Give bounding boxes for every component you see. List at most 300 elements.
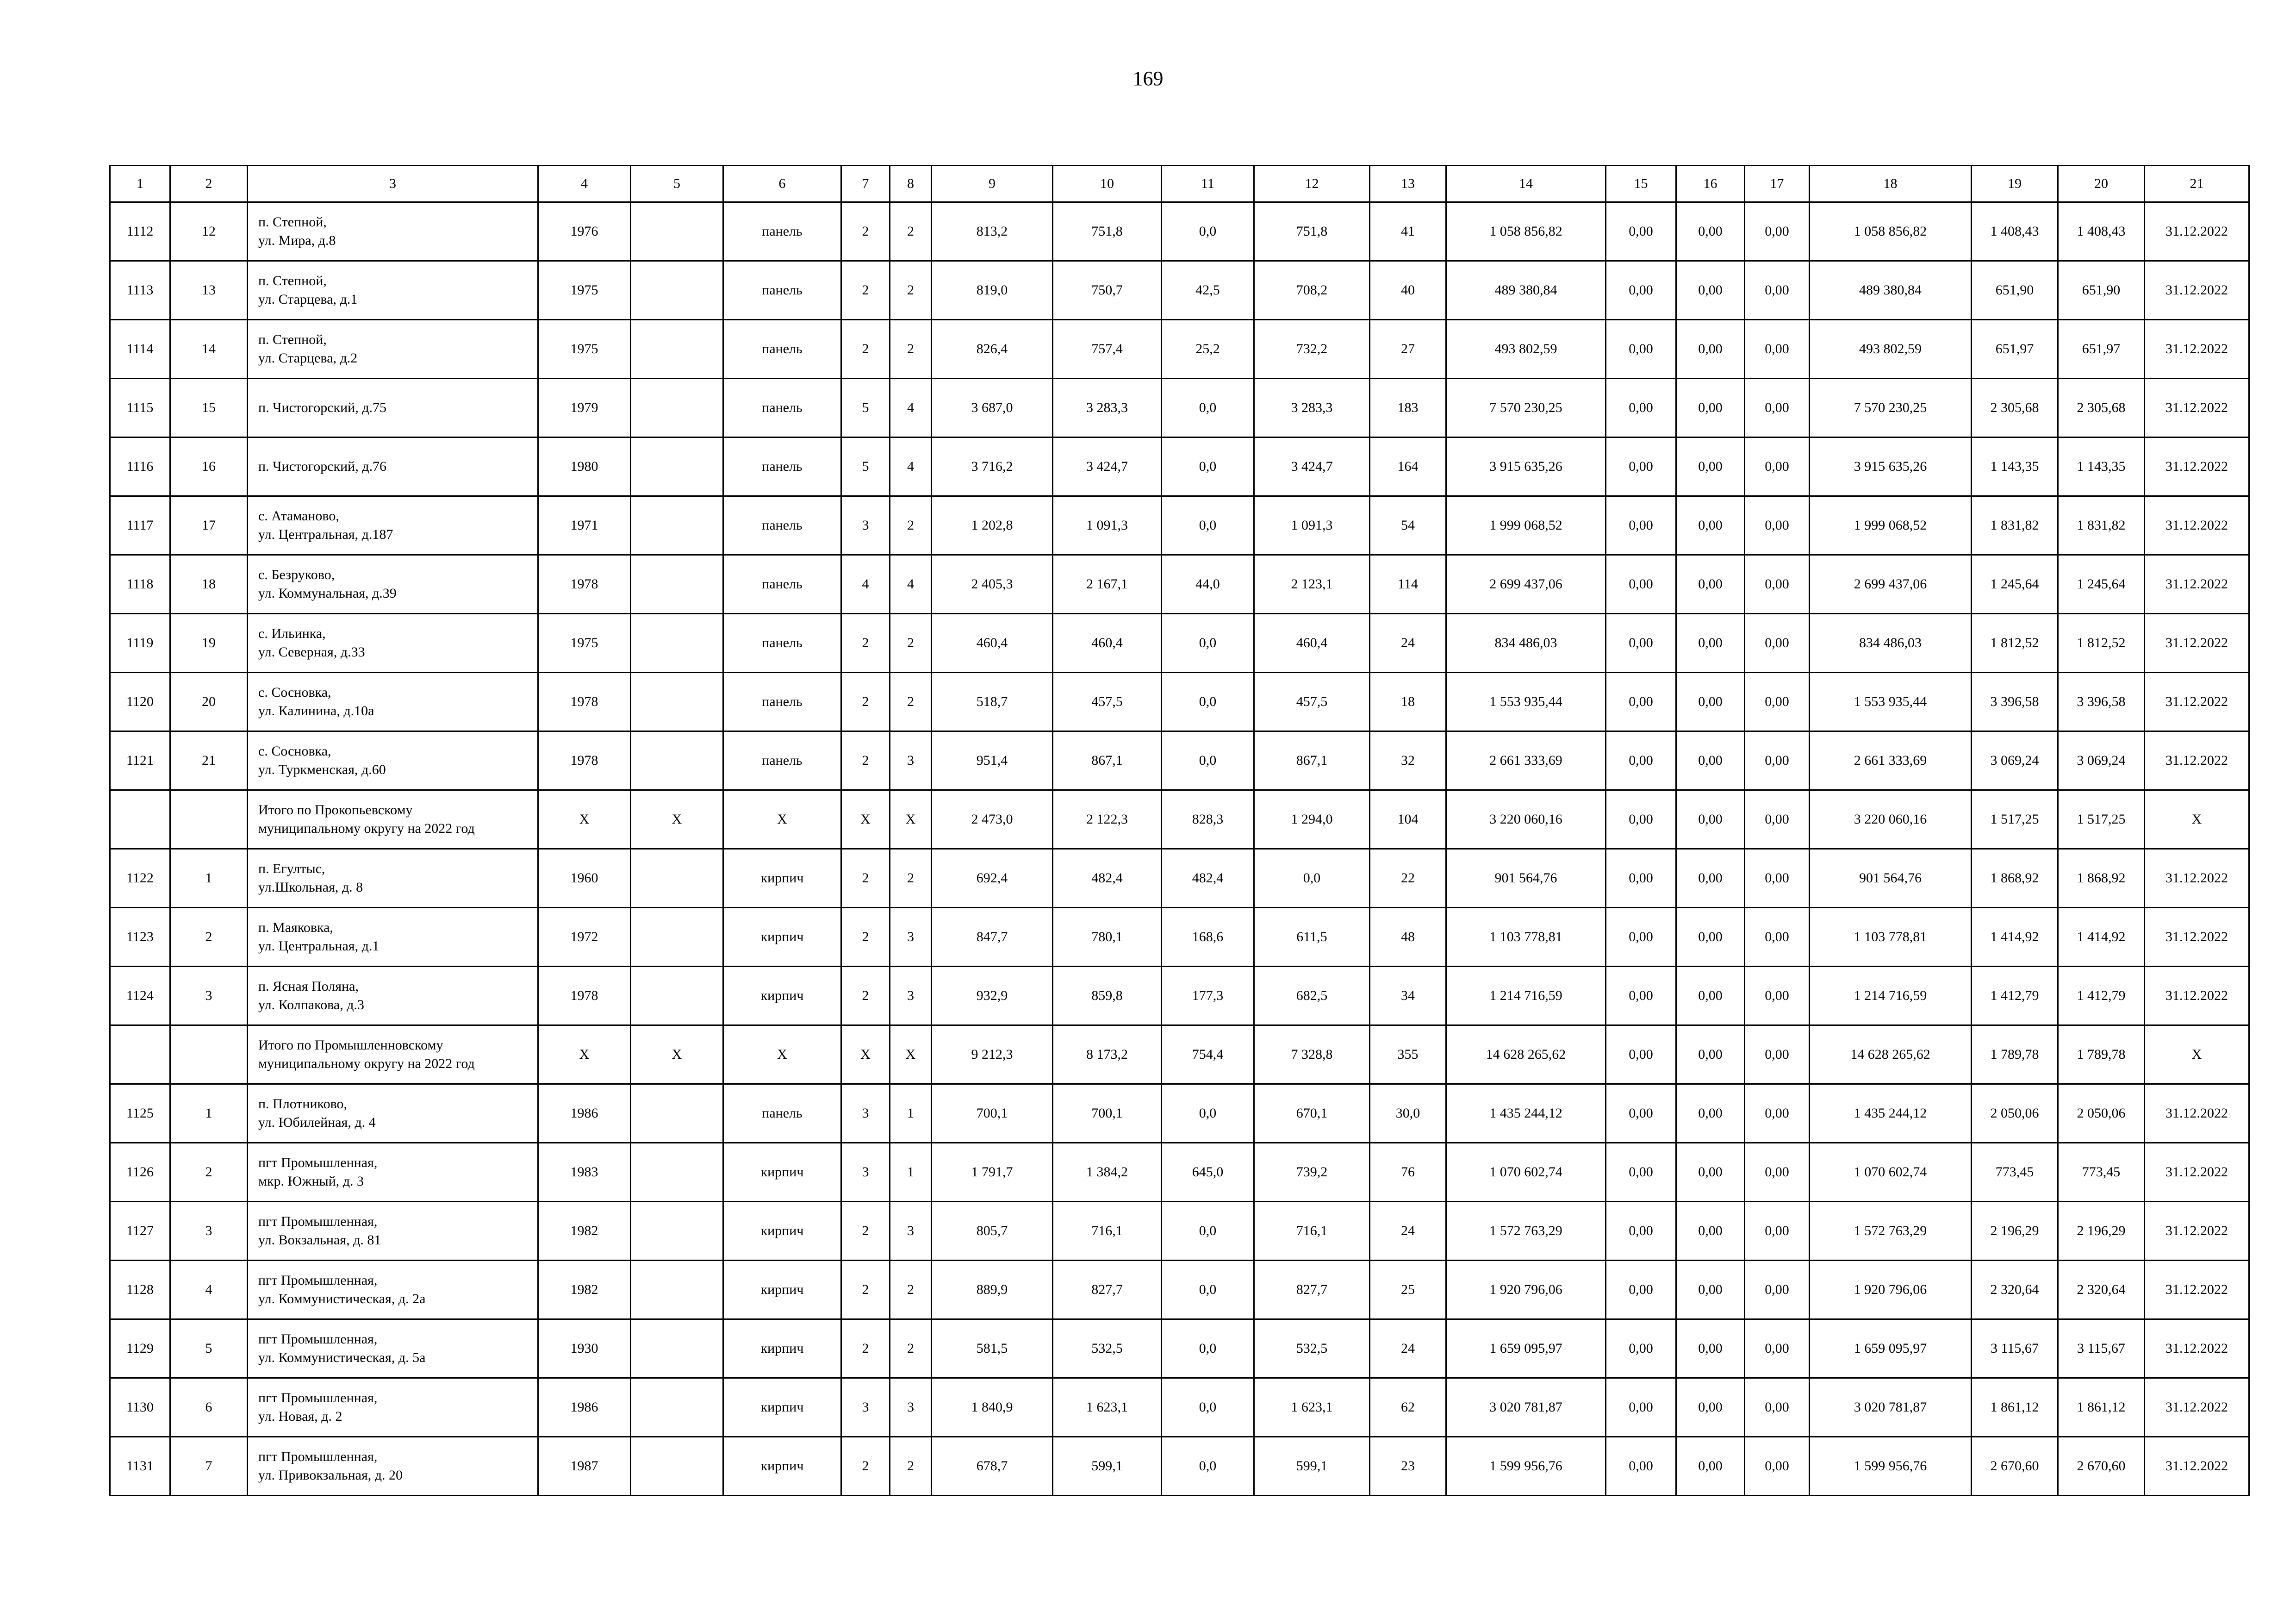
cell-col-16: 0,00 [1676,437,1745,496]
cell-col-8: 2 [890,202,932,261]
cell-col-15: 0,00 [1606,731,1676,790]
cell-col-9: 3 687,0 [932,379,1053,437]
cell-col-4: 1983 [538,1143,631,1202]
cell-col-19: 2 320,64 [1972,1261,2058,1319]
cell-col-4: 1978 [538,673,631,731]
cell-col-5 [631,555,723,614]
cell-col-9: 2 405,3 [932,555,1053,614]
cell-col-10: 8 173,2 [1053,1025,1162,1084]
table-row [110,1084,2249,1143]
address-line: мкр. Южный, д. 3 [258,1174,364,1189]
cell-col-21: 31.12.2022 [2145,261,2249,320]
cell-col-2: 16 [170,437,248,496]
cell-col-7: 2 [841,908,890,967]
cell-col-1 [110,1025,170,1084]
cell-col-4: 1930 [538,1319,631,1378]
cell-col-17: 0,00 [1745,967,1810,1025]
cell-col-16: 0,00 [1676,790,1745,849]
cell-col-6: кирпич [723,1143,841,1202]
cell-col-20: 3 115,67 [2058,1319,2145,1378]
cell-col-4: 1975 [538,261,631,320]
cell-col-6: панель [723,673,841,731]
cell-col-2 [170,1025,248,1084]
column-header-18: 18 [1810,166,1972,202]
cell-col-14: 1 058 856,82 [1446,202,1606,261]
cell-col-1: 1112 [110,202,170,261]
address-cell [248,849,538,908]
cell-col-4: 1975 [538,614,631,673]
cell-col-10: 716,1 [1053,1202,1162,1261]
cell-col-4: 1976 [538,202,631,261]
cell-col-15: 0,00 [1606,1202,1676,1261]
cell-col-6: кирпич [723,1202,841,1261]
table-row [110,261,2249,320]
cell-col-18: 1 659 095,97 [1810,1319,1972,1378]
cell-col-21: 31.12.2022 [2145,673,2249,731]
address-cell [248,1084,538,1143]
cell-col-16: 0,00 [1676,1378,1745,1437]
cell-col-9: 700,1 [932,1084,1053,1143]
cell-col-4: 1960 [538,849,631,908]
cell-col-16: 0,00 [1676,1202,1745,1261]
table-row [110,790,2249,849]
cell-col-18: 493 802,59 [1810,320,1972,379]
cell-col-6: кирпич [723,1437,841,1496]
cell-col-4: 1978 [538,967,631,1025]
address-line: п. Чистогорский, д.75 [258,400,386,415]
cell-col-10: 750,7 [1053,261,1162,320]
cell-col-10: 460,4 [1053,614,1162,673]
cell-col-13: 114 [1370,555,1446,614]
cell-col-8: X [890,790,932,849]
cell-col-19: 1 831,82 [1972,496,2058,555]
cell-col-13: 23 [1370,1437,1446,1496]
cell-col-12: 1 294,0 [1254,790,1370,849]
cell-col-17: 0,00 [1745,1437,1810,1496]
cell-col-19: 3 069,24 [1972,731,2058,790]
cell-col-10: 457,5 [1053,673,1162,731]
cell-col-14: 489 380,84 [1446,261,1606,320]
address-line: ул. Туркменская, д.60 [258,762,386,777]
cell-col-21: X [2145,1025,2249,1084]
cell-col-18: 1 058 856,82 [1810,202,1972,261]
table-row [110,1202,2249,1261]
cell-col-5 [631,1143,723,1202]
cell-col-18: 1 553 935,44 [1810,673,1972,731]
cell-col-11: 42,5 [1162,261,1254,320]
cell-col-14: 2 661 333,69 [1446,731,1606,790]
cell-col-2: 21 [170,731,248,790]
cell-col-4: 1980 [538,437,631,496]
cell-col-21: 31.12.2022 [2145,1378,2249,1437]
cell-col-16: 0,00 [1676,496,1745,555]
address-line: ул.Школьная, д. 8 [258,880,363,895]
address-line: пгт Промышленная, [258,1331,378,1347]
cell-col-12: 1 623,1 [1254,1378,1370,1437]
cell-col-18: 7 570 230,25 [1810,379,1972,437]
cell-col-13: 32 [1370,731,1446,790]
cell-col-21: 31.12.2022 [2145,1261,2249,1319]
cell-col-5 [631,1202,723,1261]
cell-col-17: 0,00 [1745,1025,1810,1084]
cell-col-17: 0,00 [1745,849,1810,908]
cell-col-18: 3 220 060,16 [1810,790,1972,849]
cell-col-12: 670,1 [1254,1084,1370,1143]
cell-col-2: 17 [170,496,248,555]
cell-col-12: 7 328,8 [1254,1025,1370,1084]
column-header-2: 2 [170,166,248,202]
table-row [110,614,2249,673]
cell-col-11: 0,0 [1162,379,1254,437]
cell-col-1: 1118 [110,555,170,614]
cell-col-6: панель [723,496,841,555]
cell-col-10: 827,7 [1053,1261,1162,1319]
cell-col-14: 1 599 956,76 [1446,1437,1606,1496]
cell-col-9: 3 716,2 [932,437,1053,496]
cell-col-20: 2 670,60 [2058,1437,2145,1496]
cell-col-15: 0,00 [1606,790,1676,849]
cell-col-14: 1 553 935,44 [1446,673,1606,731]
cell-col-2: 6 [170,1378,248,1437]
cell-col-10: 751,8 [1053,202,1162,261]
cell-col-12: 827,7 [1254,1261,1370,1319]
cell-col-17: 0,00 [1745,202,1810,261]
cell-col-16: 0,00 [1676,379,1745,437]
address-line: с. Ильинка, [258,626,326,641]
address-line: муниципальному округу на 2022 год [258,1056,475,1071]
table-row [110,202,2249,261]
cell-col-13: 41 [1370,202,1446,261]
cell-col-21: 31.12.2022 [2145,1084,2249,1143]
cell-col-5 [631,437,723,496]
cell-col-19: 1 143,35 [1972,437,2058,496]
cell-col-12: 716,1 [1254,1202,1370,1261]
cell-col-7: 5 [841,437,890,496]
address-line: п. Маяковка, [258,920,333,935]
cell-col-1: 1127 [110,1202,170,1261]
address-cell [248,908,538,967]
cell-col-2: 13 [170,261,248,320]
table-row [110,731,2249,790]
cell-col-12: 732,2 [1254,320,1370,379]
cell-col-9: 889,9 [932,1261,1053,1319]
cell-col-2: 3 [170,1202,248,1261]
cell-col-20: 2 196,29 [2058,1202,2145,1261]
cell-col-2: 1 [170,849,248,908]
cell-col-10: 780,1 [1053,908,1162,967]
address-line: ул. Привокзальная, д. 20 [258,1468,403,1483]
table-row [110,379,2249,437]
cell-col-14: 3 020 781,87 [1446,1378,1606,1437]
cell-col-19: 1 789,78 [1972,1025,2058,1084]
address-line: пгт Промышленная, [258,1390,378,1405]
cell-col-15: 0,00 [1606,202,1676,261]
cell-col-12: 457,5 [1254,673,1370,731]
cell-col-5 [631,908,723,967]
cell-col-21: 31.12.2022 [2145,614,2249,673]
cell-col-8: 2 [890,849,932,908]
cell-col-10: 482,4 [1053,849,1162,908]
cell-col-10: 867,1 [1053,731,1162,790]
cell-col-1: 1114 [110,320,170,379]
cell-col-6: X [723,1025,841,1084]
address-line: ул. Центральная, д.1 [258,938,380,954]
cell-col-7: 2 [841,320,890,379]
column-header-19: 19 [1972,166,2058,202]
table-row [110,437,2249,496]
cell-col-16: 0,00 [1676,1084,1745,1143]
cell-col-14: 493 802,59 [1446,320,1606,379]
column-header-16: 16 [1676,166,1745,202]
address-line: п. Степной, [258,214,327,230]
address-cell [248,1437,538,1496]
table-row [110,1143,2249,1202]
cell-col-19: 1 861,12 [1972,1378,2058,1437]
cell-col-1: 1119 [110,614,170,673]
address-cell [248,1319,538,1378]
cell-col-19: 3 396,58 [1972,673,2058,731]
cell-col-15: 0,00 [1606,1261,1676,1319]
cell-col-14: 1 659 095,97 [1446,1319,1606,1378]
cell-col-19: 2 305,68 [1972,379,2058,437]
cell-col-19: 651,97 [1972,320,2058,379]
cell-col-14: 7 570 230,25 [1446,379,1606,437]
column-header-21: 21 [2145,166,2249,202]
cell-col-18: 834 486,03 [1810,614,1972,673]
cell-col-16: 0,00 [1676,1025,1745,1084]
cell-col-6: панель [723,731,841,790]
cell-col-20: 1 414,92 [2058,908,2145,967]
cell-col-1: 1130 [110,1378,170,1437]
address-cell [248,673,538,731]
cell-col-15: 0,00 [1606,1437,1676,1496]
cell-col-21: 31.12.2022 [2145,1319,2249,1378]
cell-col-13: 76 [1370,1143,1446,1202]
cell-col-6: кирпич [723,1319,841,1378]
table-row [110,496,2249,555]
column-header-12: 12 [1254,166,1370,202]
address-line: ул. Коммунальная, д.39 [258,586,397,601]
cell-col-10: 1 384,2 [1053,1143,1162,1202]
cell-col-1: 1115 [110,379,170,437]
column-header-20: 20 [2058,166,2145,202]
address-cell [248,790,538,849]
cell-col-1 [110,790,170,849]
cell-col-2: 2 [170,908,248,967]
cell-col-6: панель [723,555,841,614]
cell-col-2: 14 [170,320,248,379]
cell-col-7: 2 [841,1202,890,1261]
cell-col-11: 0,0 [1162,673,1254,731]
cell-col-4: 1986 [538,1378,631,1437]
cell-col-16: 0,00 [1676,202,1745,261]
cell-col-5 [631,1437,723,1496]
cell-col-19: 1 868,92 [1972,849,2058,908]
cell-col-15: 0,00 [1606,320,1676,379]
cell-col-8: 3 [890,967,932,1025]
cell-col-13: 24 [1370,1319,1446,1378]
address-line: пгт Промышленная, [258,1155,378,1170]
cell-col-10: 3 424,7 [1053,437,1162,496]
cell-col-15: 0,00 [1606,1319,1676,1378]
cell-col-18: 901 564,76 [1810,849,1972,908]
address-line: ул. Старцева, д.2 [258,350,358,366]
address-line: ул. Калинина, д.10а [258,703,374,718]
address-line: ул. Старцева, д.1 [258,292,358,307]
cell-col-15: 0,00 [1606,1025,1676,1084]
table-row [110,320,2249,379]
cell-col-8: 2 [890,614,932,673]
address-cell [248,1202,538,1261]
cell-col-18: 489 380,84 [1810,261,1972,320]
cell-col-17: 0,00 [1745,790,1810,849]
column-header-6: 6 [723,166,841,202]
table-row [110,1378,2249,1437]
column-header-1: 1 [110,166,170,202]
address-line: с. Сосновка, [258,743,331,759]
address-line: с. Атаманово, [258,508,339,524]
cell-col-4: X [538,790,631,849]
cell-col-20: 1 812,52 [2058,614,2145,673]
cell-col-9: 518,7 [932,673,1053,731]
address-line: ул. Центральная, д.187 [258,527,393,542]
address-cell [248,555,538,614]
column-header-15: 15 [1606,166,1676,202]
cell-col-19: 1 414,92 [1972,908,2058,967]
cell-col-20: 3 069,24 [2058,731,2145,790]
cell-col-8: 2 [890,1437,932,1496]
cell-col-7: 2 [841,849,890,908]
cell-col-2: 12 [170,202,248,261]
cell-col-13: 54 [1370,496,1446,555]
column-header-11: 11 [1162,166,1254,202]
address-cell [248,320,538,379]
cell-col-19: 2 196,29 [1972,1202,2058,1261]
cell-col-20: 1 789,78 [2058,1025,2145,1084]
cell-col-13: 34 [1370,967,1446,1025]
cell-col-12: 3 283,3 [1254,379,1370,437]
address-line: муниципальному округу на 2022 год [258,821,475,836]
cell-col-14: 1 920 796,06 [1446,1261,1606,1319]
address-cell [248,379,538,437]
address-line: п. Ясная Поляна, [258,979,359,994]
cell-col-10: 532,5 [1053,1319,1162,1378]
table-row [110,1437,2249,1496]
cell-col-14: 834 486,03 [1446,614,1606,673]
cell-col-11: 828,3 [1162,790,1254,849]
cell-col-14: 1 435 244,12 [1446,1084,1606,1143]
cell-col-17: 0,00 [1745,496,1810,555]
cell-col-2: 20 [170,673,248,731]
cell-col-14: 2 699 437,06 [1446,555,1606,614]
cell-col-9: 826,4 [932,320,1053,379]
cell-col-5 [631,261,723,320]
cell-col-1: 1122 [110,849,170,908]
cell-col-6: панель [723,261,841,320]
cell-col-8: 4 [890,379,932,437]
cell-col-13: 164 [1370,437,1446,496]
address-line: п. Степной, [258,273,327,288]
address-cell [248,1378,538,1437]
cell-col-7: 2 [841,1319,890,1378]
address-cell [248,202,538,261]
cell-col-9: 460,4 [932,614,1053,673]
address-cell [248,437,538,496]
cell-col-11: 0,0 [1162,1378,1254,1437]
cell-col-11: 0,0 [1162,614,1254,673]
cell-col-4: 1982 [538,1202,631,1261]
cell-col-7: 2 [841,731,890,790]
cell-col-8: 2 [890,261,932,320]
address-cell [248,967,538,1025]
cell-col-11: 0,0 [1162,437,1254,496]
address-line: п. Плотниково, [258,1096,348,1112]
cell-col-7: 4 [841,555,890,614]
cell-col-12: 867,1 [1254,731,1370,790]
cell-col-1: 1121 [110,731,170,790]
cell-col-13: 62 [1370,1378,1446,1437]
cell-col-20: 2 050,06 [2058,1084,2145,1143]
cell-col-21: 31.12.2022 [2145,202,2249,261]
address-cell [248,261,538,320]
cell-col-5 [631,967,723,1025]
cell-col-19: 2 050,06 [1972,1084,2058,1143]
cell-col-9: 1 791,7 [932,1143,1053,1202]
cell-col-11: 482,4 [1162,849,1254,908]
cell-col-15: 0,00 [1606,1084,1676,1143]
address-line: ул. Мира, д.8 [258,233,336,248]
cell-col-17: 0,00 [1745,731,1810,790]
cell-col-5: X [631,790,723,849]
cell-col-20: 651,97 [2058,320,2145,379]
cell-col-5 [631,379,723,437]
cell-col-1: 1113 [110,261,170,320]
cell-col-13: 104 [1370,790,1446,849]
cell-col-7: 2 [841,202,890,261]
cell-col-7: 5 [841,379,890,437]
cell-col-5 [631,496,723,555]
cell-col-21: X [2145,790,2249,849]
address-line: п. Степной, [258,332,327,347]
cell-col-9: 1 202,8 [932,496,1053,555]
cell-col-15: 0,00 [1606,967,1676,1025]
cell-col-18: 1 214 716,59 [1810,967,1972,1025]
address-cell [248,1143,538,1202]
cell-col-8: 3 [890,1202,932,1261]
cell-col-16: 0,00 [1676,261,1745,320]
cell-col-4: 1982 [538,1261,631,1319]
cell-col-2: 1 [170,1084,248,1143]
cell-col-11: 25,2 [1162,320,1254,379]
cell-col-5 [631,731,723,790]
cell-col-10: 757,4 [1053,320,1162,379]
cell-col-21: 31.12.2022 [2145,496,2249,555]
cell-col-6: панель [723,202,841,261]
cell-col-5 [631,849,723,908]
cell-col-6: X [723,790,841,849]
cell-col-19: 1 408,43 [1972,202,2058,261]
cell-col-20: 2 320,64 [2058,1261,2145,1319]
cell-col-13: 18 [1370,673,1446,731]
cell-col-13: 22 [1370,849,1446,908]
cell-col-14: 1 070 602,74 [1446,1143,1606,1202]
cell-col-1: 1128 [110,1261,170,1319]
cell-col-4: 1979 [538,379,631,437]
address-cell [248,731,538,790]
cell-col-1: 1129 [110,1319,170,1378]
cell-col-7: 2 [841,614,890,673]
cell-col-10: 2 167,1 [1053,555,1162,614]
